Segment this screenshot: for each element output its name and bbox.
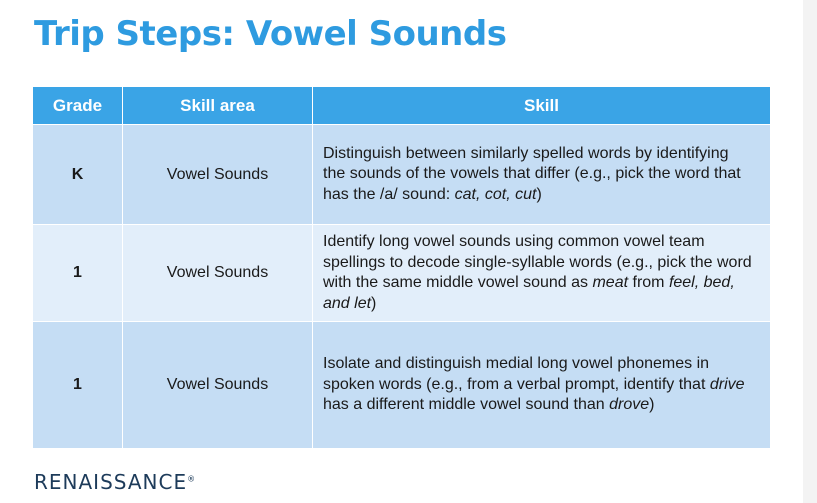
- skill-text: Distinguish between similarly spelled words by identifying the sounds of the vowels that differ (e.g., pick the word that has the /a/ sound:: [323, 144, 741, 203]
- skill-cell: [313, 322, 770, 449]
- table-row: [33, 225, 770, 322]
- skill-text: Identify long vowel sounds using common vowel team spellings to decode single-syllable words (e.g., pick the word with the same middle vowel sound as: [323, 233, 752, 291]
- table-row: [33, 322, 770, 449]
- renaissance-logo: [34, 470, 196, 494]
- registered-mark: ®: [187, 474, 197, 484]
- skill-cell: [313, 125, 770, 225]
- skill-text: ): [536, 185, 542, 203]
- table-header-row: [33, 87, 770, 125]
- skill-example-text: cat, cot, cut: [454, 185, 537, 203]
- skill-area-cell: Vowel Sounds: [123, 322, 313, 449]
- skill-text: has a different middle vowel sound than: [323, 396, 610, 414]
- logo-text: RENAISSANCE: [34, 470, 188, 494]
- skill-text: Isolate and distinguish medial long vowel phonemes in spoken words (e.g., from a verbal prompt, identify that: [323, 355, 710, 393]
- grade-cell: 1: [33, 322, 123, 449]
- skill-area-cell: Vowel Sounds: [123, 125, 313, 225]
- skill-example-text: meat: [592, 274, 629, 291]
- skill-example-text: drove: [609, 396, 650, 414]
- skill-example-text: drive: [709, 375, 745, 393]
- header-skill-area: Skill area: [123, 87, 313, 125]
- skill-text: from: [628, 274, 669, 291]
- table-row: [33, 125, 770, 225]
- grade-cell: 1: [33, 225, 123, 322]
- skill-text: ): [649, 396, 655, 414]
- header-skill: Skill: [313, 87, 770, 125]
- skill-text: ): [371, 294, 377, 312]
- skill-example-text: feel, bed, and let: [323, 274, 735, 312]
- skill-area-cell: Vowel Sounds: [123, 225, 313, 322]
- header-grade: Grade: [33, 87, 123, 125]
- page-title: Trip Steps: Vowel Sounds: [34, 14, 507, 54]
- skill-cell: [313, 225, 770, 322]
- skills-table: [33, 87, 770, 449]
- grade-cell: K: [33, 125, 123, 225]
- slide-edge: [803, 0, 817, 503]
